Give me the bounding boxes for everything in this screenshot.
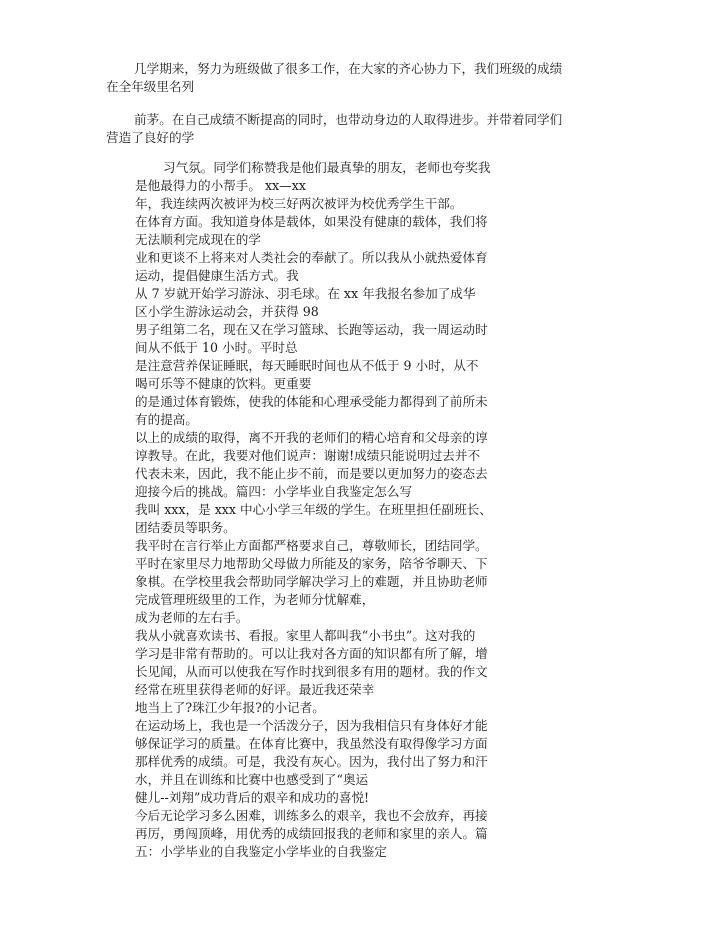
text-line: 代表未来，因此，我不能止步不前，而是要以更加努力的姿态去	[135, 466, 488, 481]
text-line: 经常在班里获得老师的好评。最近我还荣幸	[135, 682, 375, 697]
text-line: 在体育方面。我知道身体是载体，如果没有健康的载体，我们将	[135, 214, 488, 229]
text-line: 迎接今后的挑战。篇四：小学毕业自我鉴定怎么写	[135, 484, 413, 499]
text-line: 间从不低于 10 小时。平时总	[135, 340, 298, 355]
text-line: 业和更谈不上将来对人类社会的奉献了。所以我从小就热爱体育	[135, 250, 488, 265]
text-line: 健儿--刘翔”成功背后的艰辛和成功的喜悦!	[135, 790, 370, 805]
text-line: 水，并且在训练和比赛中也感受到了“奥运	[135, 772, 369, 787]
text-line: 以上的成绩的取得，离不开我的老师们的精心培育和父母亲的谆	[135, 430, 488, 445]
text-line: 再厉，勇闯顶峰，用优秀的成绩回报我的老师和家里的亲人。篇	[135, 826, 488, 841]
text-line: 的是通过体育锻炼，使我的体能和心理承受能力都得到了前所未	[135, 394, 488, 409]
text-line: 是注意营养保证睡眠，每天睡眠时间也从不低于 9 小时，从不	[135, 358, 479, 373]
text-line: 男子组第二名，现在又在学习篮球、长跑等运动，我一周运动时	[135, 322, 488, 337]
text-line: 从 7 岁就开始学习游泳、羽毛球。在 xx 年我报名参加了成华	[135, 286, 476, 301]
text-line: 那样优秀的成绩。可是，我没有灰心。因为，我付出了努力和汗	[135, 754, 488, 769]
text-line: 完成管理班级里的工作，为老师分忧解难，	[135, 592, 375, 607]
text-line: 成为老师的左右手。	[135, 610, 249, 625]
text-line: 谆教导。在此，我要对他们说声：谢谢!成绩只能说明过去并不	[135, 448, 481, 463]
body-text-block	[135, 159, 492, 861]
text-line: 喝可乐等不健康的饮料。更重要	[135, 376, 312, 391]
text-line: 营造了良好的学	[106, 130, 195, 145]
paragraph-1	[106, 60, 562, 96]
paragraph-2	[106, 111, 562, 147]
text-line: 长见闻，从而可以使我在写作时找到很多有用的题材。我的作文	[135, 664, 488, 679]
text-line: 无法顺利完成现在的学	[135, 232, 261, 247]
text-line: 我叫 xxx，是 xxx 中心小学三年级的学生。在班里担任副班长、	[135, 502, 492, 517]
text-line: 有的提高。	[135, 412, 198, 427]
text-line: 我平时在言行举止方面都严格要求自己，尊敬师长，团结同学。	[135, 538, 488, 553]
text-line: 年，我连续两次被评为校三好两次被评为校优秀学生干部。	[135, 196, 463, 211]
text-line: 团结委员等职务。	[135, 520, 236, 535]
text-line: 几学期来，努力为班级做了很多工作，在大家的齐心协力下，我们班级的成绩	[134, 61, 563, 76]
text-line: 象棋。在学校里我会帮助同学解决学习上的难题，并且协助老师	[135, 574, 488, 589]
text-line: 我从小就喜欢读书、看报。家里人都叫我“小书虫”。这对我的	[135, 628, 476, 643]
text-line: 平时在家里尽力地帮助父母做力所能及的家务，陪爷爷聊天、下	[135, 556, 488, 571]
text-line: 是他最得力的小帮手。 xx—xx	[135, 178, 306, 193]
text-line: 习气氛。同学们称赞我是他们最真挚的朋友，老师也夸奖我	[163, 160, 491, 175]
text-line: 够保证学习的质量。在体育比赛中，我虽然没有取得像学习方面	[135, 736, 488, 751]
text-line: 前茅。在自己成绩不断提高的同时，也带动身边的人取得进步。并带着同学们	[134, 112, 563, 127]
text-line: 今后无论学习多么困难，训练多么的艰辛，我也不会放弃，再接	[135, 808, 488, 823]
text-line: 学习是非常有帮助的。可以让我对各方面的知识都有所了解，增	[135, 646, 488, 661]
text-line: 区小学生游泳运动会，并获得 98	[135, 304, 319, 319]
text-line: 在运动场上，我也是一个活泼分子，因为我相信只有身体好才能	[135, 718, 488, 733]
text-line: 五：小学毕业的自我鉴定小学毕业的自我鉴定	[135, 844, 387, 859]
text-line: 运动，提倡健康生活方式。我	[135, 268, 299, 283]
text-line: 在全年级里名列	[106, 79, 195, 94]
text-line: 地当上了?珠江少年报?的小记者。	[135, 700, 325, 715]
